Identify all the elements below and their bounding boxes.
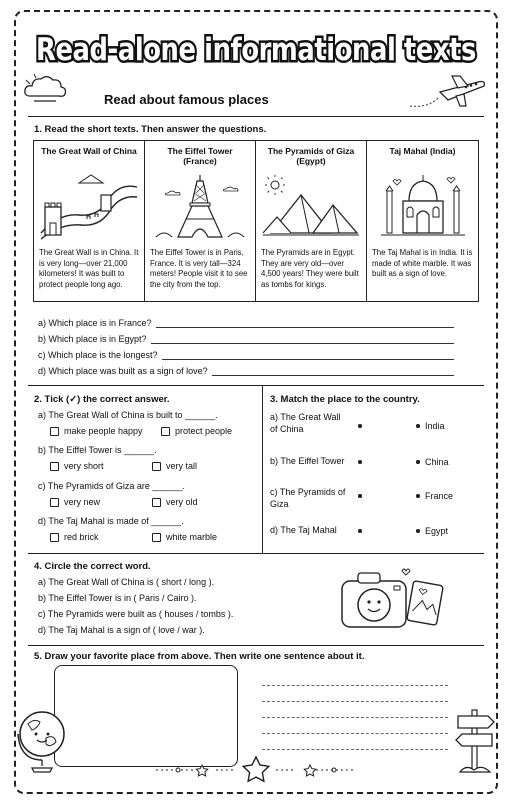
writing-line[interactable] (262, 749, 448, 750)
place-title: Taj Mahal (India) (389, 146, 456, 156)
match-dot[interactable] (358, 494, 362, 498)
camera-icon (338, 565, 448, 639)
section2-heading: 2. Tick (✓) the correct answer. (34, 394, 170, 405)
match-left-c: c) The Pyramids of Giza (270, 487, 346, 509)
divider (28, 553, 484, 554)
globe-icon (14, 704, 70, 776)
writing-line[interactable] (262, 733, 448, 734)
match-left-b: b) The Eiffel Tower (270, 456, 345, 466)
divider (28, 116, 484, 117)
eiffel-tower-illustration (150, 173, 250, 241)
place-title: The Eiffel Tower (France) (167, 146, 233, 167)
match-left-d: d) The Taj Mahal (270, 525, 337, 535)
circle-question-a: a) The Great Wall of China is ( short / long ). (38, 577, 215, 587)
match-dot[interactable] (416, 424, 420, 428)
match-right-b: China (425, 457, 449, 467)
match-left-a: a) The Great Wall of China (270, 412, 341, 434)
cloud-icon (22, 72, 68, 104)
circle-question-b: b) The Eiffel Tower is in ( Paris / Cairo ). (38, 593, 197, 603)
place-title: The Pyramids of Giza (Egypt) (267, 146, 355, 167)
answer-line[interactable] (212, 375, 454, 376)
writing-line[interactable] (262, 717, 448, 718)
checkbox[interactable] (50, 462, 59, 471)
place-title: The Great Wall of China (41, 146, 137, 156)
place-card-eiffel-tower (145, 141, 256, 301)
question-d: d) Which place was built as a sign of love? (38, 366, 454, 376)
place-text: The Great Wall is in China. It is very long—over 21,000 kilometers! It was built to protect people long ago. (39, 248, 139, 289)
match-dot[interactable] (416, 529, 420, 533)
section5-heading: 5. Draw your favorite place from above. Then write one sentence about it. (34, 651, 365, 662)
tick-option[interactable]: red brick (50, 532, 99, 542)
tick-option[interactable]: very new (50, 497, 100, 507)
match-right-d: Egypt (425, 526, 449, 536)
subtitle: Read about famous places (104, 92, 269, 107)
match-dot[interactable] (416, 460, 420, 464)
checkbox[interactable] (50, 533, 59, 542)
tick-question-c: c) The Pyramids of Giza are ______. (38, 481, 185, 491)
signpost-icon (452, 706, 498, 776)
pyramids-illustration (261, 173, 361, 241)
place-card-great-wall (34, 141, 145, 301)
place-text: The Pyramids are in Egypt. They are very old—over 4,500 years! They were built as tombs for kings. (261, 248, 359, 289)
checkbox[interactable] (152, 462, 161, 471)
place-text: The Taj Mahal is in India. It is made of white marble. It was built as a sign of love. (372, 248, 473, 279)
svg-text:Read-alone informational texts: Read-alone informational texts (36, 32, 476, 68)
title-bubble-text (30, 24, 482, 74)
divider (28, 645, 484, 646)
checkbox[interactable] (152, 498, 161, 507)
circle-question-c: c) The Pyramids were built as ( houses / tombs ). (38, 609, 234, 619)
star-divider (156, 754, 356, 784)
place-text: The Eiffel Tower is in Paris, France. It is very tall—324 meters! People visit it to see the city from the top. (150, 248, 248, 289)
tick-question-a: a) The Great Wall of China is built to ______. (38, 410, 218, 420)
places-table (33, 140, 479, 302)
drawing-box[interactable] (54, 665, 238, 767)
great-wall-illustration (39, 173, 139, 241)
match-right-c: France (425, 491, 454, 501)
match-right-a: India (425, 421, 445, 431)
circle-question-d: d) The Taj Mahal is a sign of ( love / war ). (38, 625, 205, 635)
checkbox[interactable] (50, 427, 59, 436)
checkbox[interactable] (161, 427, 170, 436)
column-divider (262, 386, 263, 554)
question-a: a) Which place is in France? (38, 318, 454, 328)
tick-option[interactable]: protect people (161, 426, 232, 436)
answer-line[interactable] (151, 343, 454, 344)
tick-question-d: d) The Taj Mahal is made of ______. (38, 516, 184, 526)
place-card-taj-mahal (367, 141, 478, 301)
section1-heading: 1. Read the short texts. Then answer the questions. (34, 124, 267, 135)
answer-line[interactable] (156, 327, 454, 328)
writing-line[interactable] (262, 685, 448, 686)
page-title (30, 24, 482, 74)
match-dot[interactable] (358, 460, 362, 464)
tick-option[interactable]: white marble (152, 532, 217, 542)
tick-option[interactable]: make people happy (50, 426, 143, 436)
answer-line[interactable] (162, 359, 454, 360)
question-b: b) Which place is in Egypt? (38, 334, 454, 344)
checkbox[interactable] (152, 533, 161, 542)
taj-mahal-illustration (373, 173, 473, 241)
match-dot[interactable] (416, 494, 420, 498)
section3-heading: 3. Match the place to the country. (270, 394, 420, 405)
airplane-icon (408, 74, 488, 110)
place-card-pyramids (256, 141, 367, 301)
tick-option[interactable]: very short (50, 461, 104, 471)
match-dot[interactable] (358, 424, 362, 428)
divider (28, 385, 484, 386)
section4-heading: 4. Circle the correct word. (34, 561, 151, 572)
tick-option[interactable]: very tall (152, 461, 197, 471)
question-c: c) Which place is the longest? (38, 350, 454, 360)
writing-line[interactable] (262, 701, 448, 702)
match-dot[interactable] (358, 529, 362, 533)
checkbox[interactable] (50, 498, 59, 507)
tick-question-b: b) The Eiffel Tower is ______. (38, 445, 157, 455)
tick-option[interactable]: very old (152, 497, 198, 507)
